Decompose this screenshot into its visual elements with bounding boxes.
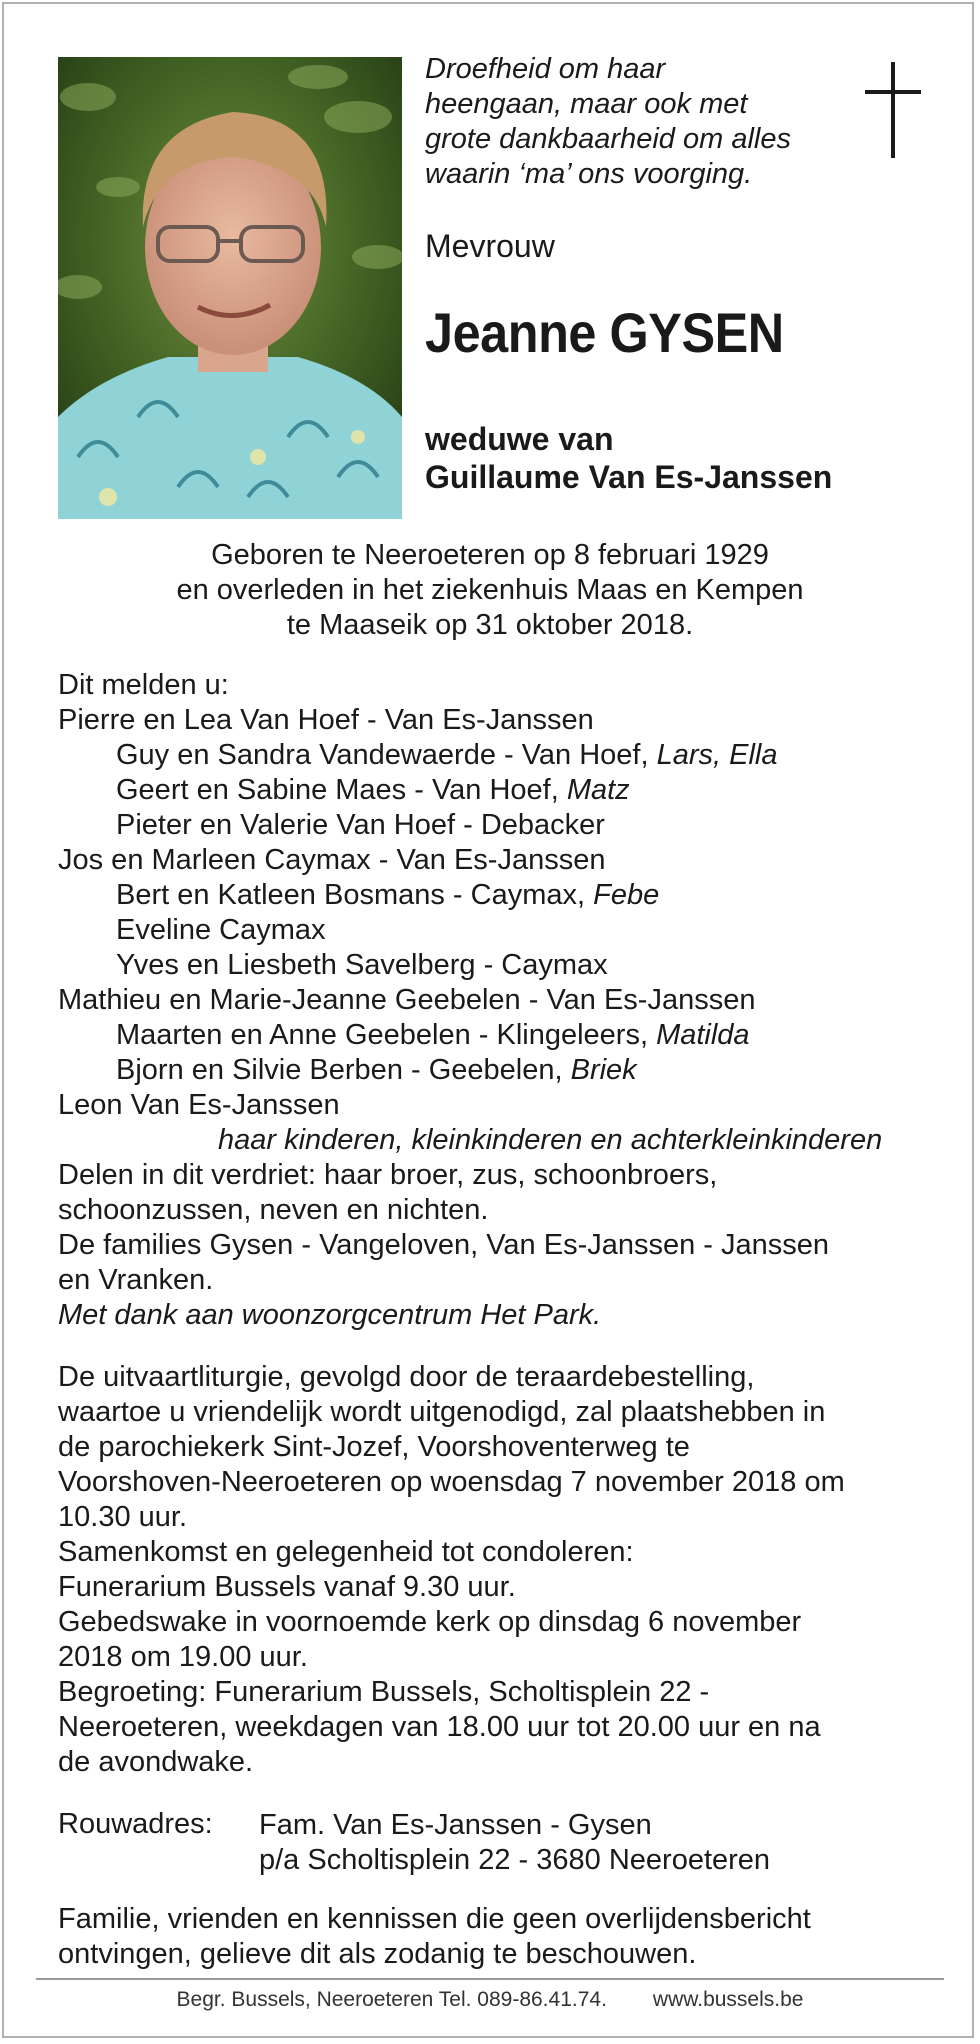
funeral-line: waartoe u vriendelijk wordt uitgenodigd, zal plaatshebben in xyxy=(58,1396,826,1428)
born-line: te Maaseik op 31 oktober 2018. xyxy=(286,609,694,641)
family-line xyxy=(58,1018,938,1053)
widow-label: weduwe van xyxy=(425,421,614,457)
address-line: p/a Scholtisplein 22 - 3680 Neeroeteren xyxy=(259,1844,771,1876)
address-label: Rouwadres: xyxy=(58,1808,213,1840)
family-line xyxy=(58,773,938,808)
family-names: Guy en Sandra Vandewaerde - Van Hoef, xyxy=(116,739,657,771)
intro-line: waarin ‘ma’ ons voorging. xyxy=(425,158,753,190)
family-names: Bjorn en Silvie Berben - Geebelen, xyxy=(116,1054,571,1086)
closing-line: ontvingen, gelieve dit als zodanig te beschouwen. xyxy=(58,1938,697,1970)
funeral-line: Gebedswake in voornoemde kerk op dinsdag 6 november xyxy=(58,1606,802,1638)
born-line: en overleden in het ziekenhuis Maas en Kempen xyxy=(176,574,804,606)
family-line: Pierre en Lea Van Hoef - Van Es-Janssen xyxy=(58,704,594,736)
funeral-line: Begroeting: Funerarium Bussels, Scholtisplein 22 - xyxy=(58,1676,710,1708)
funeral-line: Samenkomst en gelegenheid tot condoleren: xyxy=(58,1536,634,1568)
intro-line: heengaan, maar ook met xyxy=(425,88,748,120)
funeral-info xyxy=(58,1360,938,1780)
intro-line: grote dankbaarheid om alles xyxy=(425,123,791,155)
family-intro: Dit melden u: xyxy=(58,669,229,701)
family-line: De families Gysen - Vangeloven, Van Es-Janssen - Janssen xyxy=(58,1229,830,1261)
born-line: Geboren te Neeroeteren op 8 februari 1929 xyxy=(211,539,769,571)
family-line xyxy=(58,878,938,913)
family-line: Eveline Caymax xyxy=(116,914,326,946)
undertaker-contact: Begr. Bussels, Neeroeteren Tel. 089-86.41.74. xyxy=(176,1988,607,2011)
funeral-line: Neeroeteren, weekdagen van 18.00 uur tot 20.00 uur en na xyxy=(58,1711,821,1743)
footer-divider xyxy=(36,1978,944,1980)
family-names: Maarten en Anne Geebelen - Klingeleers, xyxy=(116,1019,657,1051)
widow-of xyxy=(425,420,832,496)
family-line: Mathieu en Marie-Jeanne Geebelen - Van Es-Janssen xyxy=(58,984,756,1016)
footer xyxy=(0,1988,980,2012)
family-names: Bert en Katleen Bosmans - Caymax, xyxy=(116,879,594,911)
grandchildren-names: Lars, Ella xyxy=(656,739,778,771)
funeral-line: de avondwake. xyxy=(58,1746,254,1778)
grandchildren-names: Matilda xyxy=(656,1019,750,1051)
funeral-line: 2018 om 19.00 uur. xyxy=(58,1641,308,1673)
family-names: Geert en Sabine Maes - Van Hoef, xyxy=(116,774,567,806)
grandchildren-names: Briek xyxy=(570,1054,637,1086)
family-list xyxy=(58,668,938,1333)
mourning-address xyxy=(259,1808,770,1878)
portrait-photo xyxy=(58,57,402,519)
family-line: Yves en Liesbeth Savelberg - Caymax xyxy=(116,949,608,981)
funeral-line: Voorshoven-Neeroeteren op woensdag 7 november 2018 om xyxy=(58,1466,845,1498)
funeral-line: Funerarium Bussels vanaf 9.30 uur. xyxy=(58,1571,516,1603)
grandchildren-names: Matz xyxy=(566,774,630,806)
family-line xyxy=(58,1053,938,1088)
funeral-line: de parochiekerk Sint-Jozef, Voorshoventerweg te xyxy=(58,1431,690,1463)
deceased-name: Jeanne GYSEN xyxy=(425,301,784,364)
family-line: Jos en Marleen Caymax - Van Es-Janssen xyxy=(58,844,606,876)
family-summary: haar kinderen, kleinkinderen en achterkleinkinderen xyxy=(218,1124,883,1156)
family-line: Delen in dit verdriet: haar broer, zus, schoonbroers, xyxy=(58,1159,718,1191)
intro-line: Droefheid om haar xyxy=(425,53,666,85)
funeral-line: 10.30 uur. xyxy=(58,1501,187,1533)
closing-line: Familie, vrienden en kennissen die geen overlijdensbericht xyxy=(58,1903,811,1935)
address-line: Fam. Van Es-Janssen - Gysen xyxy=(259,1809,652,1841)
family-line: en Vranken. xyxy=(58,1264,214,1296)
family-line: Pieter en Valerie Van Hoef - Debacker xyxy=(116,809,605,841)
family-line: schoonzussen, neven en nichten. xyxy=(58,1194,489,1226)
family-line: Leon Van Es-Janssen xyxy=(58,1089,340,1121)
cross-icon xyxy=(865,62,921,158)
spouse-name: Guillaume Van Es-Janssen xyxy=(425,459,833,495)
closing-note xyxy=(58,1902,938,1972)
birth-death-info xyxy=(0,538,980,643)
thanks-line: Met dank aan woonzorgcentrum Het Park. xyxy=(58,1299,602,1331)
grandchildren-names: Febe xyxy=(593,879,660,911)
salutation: Mevrouw xyxy=(425,228,555,264)
website-link[interactable]: www.bussels.be xyxy=(652,1988,804,2011)
family-line xyxy=(58,738,938,773)
intro-verse xyxy=(425,52,825,192)
funeral-line: De uitvaartliturgie, gevolgd door de teraardebestelling, xyxy=(58,1361,755,1393)
